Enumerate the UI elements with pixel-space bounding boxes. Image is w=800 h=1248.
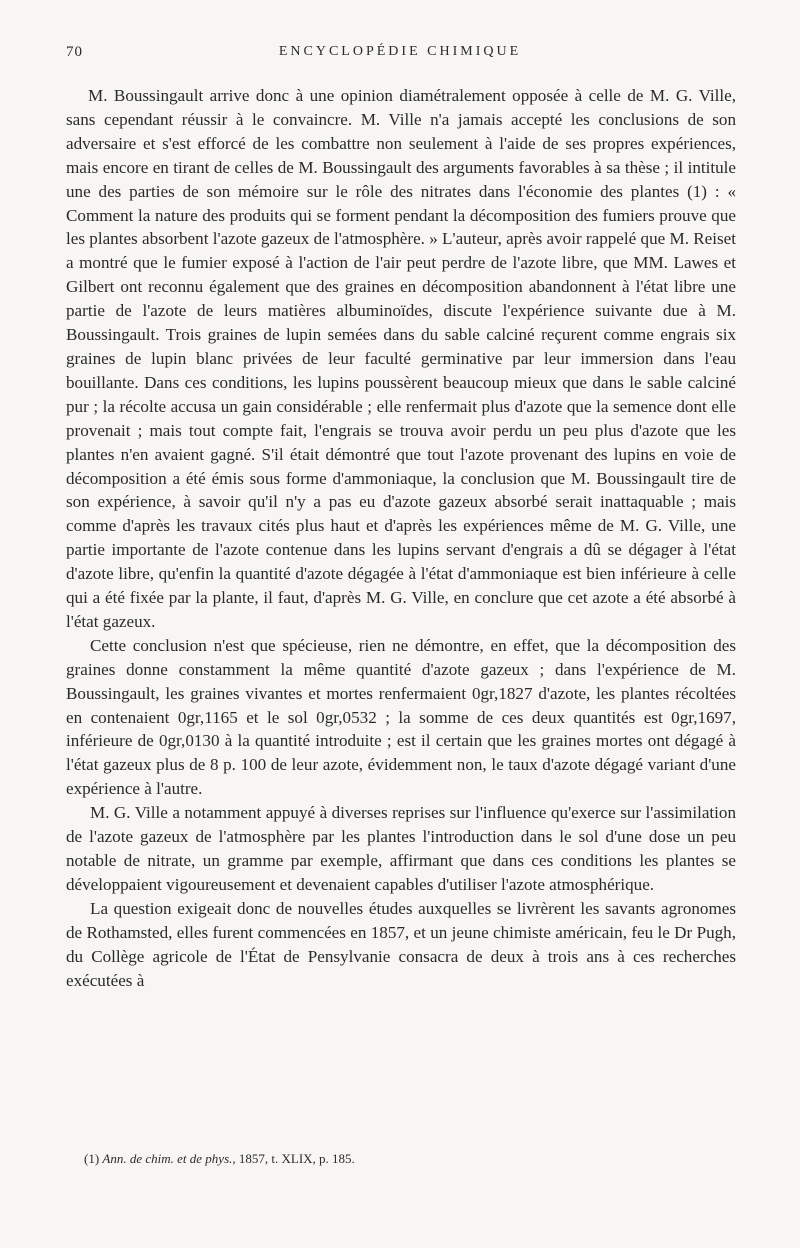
body-text — [66, 84, 736, 992]
running-title: ENCYCLOPÉDIE CHIMIQUE — [278, 44, 522, 59]
paragraph-4: La question exigeait donc de nouvelles études auxquelles se livrèrent les savants agronomes de Rothamsted, elles furent commencées en 1857, et un jeune chimiste américain, feu le Dr Pugh, du Collège agricole de l'État de Pensylvanie consacra de deux à trois ans à ces recherches exécutées à — [66, 898, 736, 990]
paragraph-3: M. G. Ville a notamment appuyé à diverses reprises sur l'influence qu'exerce sur l'assimilation de l'azote gazeux de l'atmosphère par les plantes l'introduction dans le sol d'une dose un peu notable de nitrate, un gramme par exemple, affirmant que dans ces conditions les plantes se développaient vigoureusement et devenaient capables d'utiliser l'azote atmosphérique. — [66, 803, 736, 894]
page-header — [66, 44, 734, 68]
paragraph-2: Cette conclusion n'est que spécieuse, rien ne démontre, en effet, que la décomposition des graines donne constamment la même quantité d'azote gazeux ; dans l'expérience de M. Boussingault, les graines vivantes et mortes renfermaient 0gr,1827 d'azote, les plantes récoltées en contenaient 0gr,1165 et le sol 0gr,0532 ; la somme de ces deux quantités est 0gr,1697, inférieure de 0gr,0130 à la quantité introduite ; est il certain que les graines mortes ont dégagé à l'état gazeux plus de 8 p. 100 de leur azote, évidemment non, le taux d'azote dégagé variant d'une expérience à l'autre. — [66, 635, 736, 799]
paragraph-1: M. Boussingault arrive donc à une opinion diamétralement opposée à celle de M. G. Ville, sans cependant réussir à le convaincre. M. Ville n'a jamais accepté les conclusions de son adversaire et s'est efforcé de les combattre non seulement à l'aide de ses propres expériences, mais encore en tirant de celles de M. Boussingault des arguments favorables à sa thèse ; il intitule une des parties de son mémoire sur le rôle des nitrates dans l'économie des plantes (1) : « Comment la nature des produits qui se forment pendant la décomposition des fumiers prouve que les plantes absorbent l'azote gazeux de l'atmosphère. » L'auteur, après avoir rappelé que M. Reiset a montré que le fumier exposé à l'action de l'air peut perdre de l'azote libre, que MM. Lawes et Gilbert ont reconnu également que des graines en décomposition abandonnent à l'état libre une partie de l'azote de leurs matières albuminoïdes, discute l'expérience suivante due à M. Boussingault. Trois graines de lupin semées dans du sable calciné reçurent comme engrais six graines de lupin blanc privées de leur faculté germinative par leur immersion dans l'eau bouillante. Dans ces conditions, les lupins poussèrent beaucoup mieux que dans le sable calciné pur ; la récolte accusa un gain considérable ; elle renfermait plus d'azote que la semence dont elle provenait ; mais tout compte fait, l'engrais se trouva avoir perdu un peu plus d'azote que les plantes n'en avaient gagné. S'il était démontré que tout l'azote provenant des lupins en voie de décomposition a été émis sous forme d'ammoniaque, la conclusion que M. Boussingault tire de son expérience, à savoir qu'il n'y a pas eu d'azote gazeux absorbé serait inattaquable ; mais comme d'après les travaux cités plus haut et d'après les expériences même de M. G. Ville, une partie importante de l'azote contenue dans les lupins servant d'engrais a dû se dégager à l'état d'azote libre, qu'enfin la quantité d'azote dégagée à l'état d'ammoniaque est bien inférieure à celle qui a été fixée par la plante, il faut, d'après M. G. Ville, en conclure que cet azote a été absorbé à l'état gazeux. — [66, 86, 736, 631]
footnote-details: , 1857, t. XLIX, p. 185. — [232, 1151, 355, 1166]
footnote-marker: (1) — [84, 1151, 100, 1166]
footnote-journal: Ann. de chim. et de phys. — [102, 1151, 233, 1166]
footnote — [84, 1150, 724, 1167]
page-number: 70 — [66, 44, 83, 60]
